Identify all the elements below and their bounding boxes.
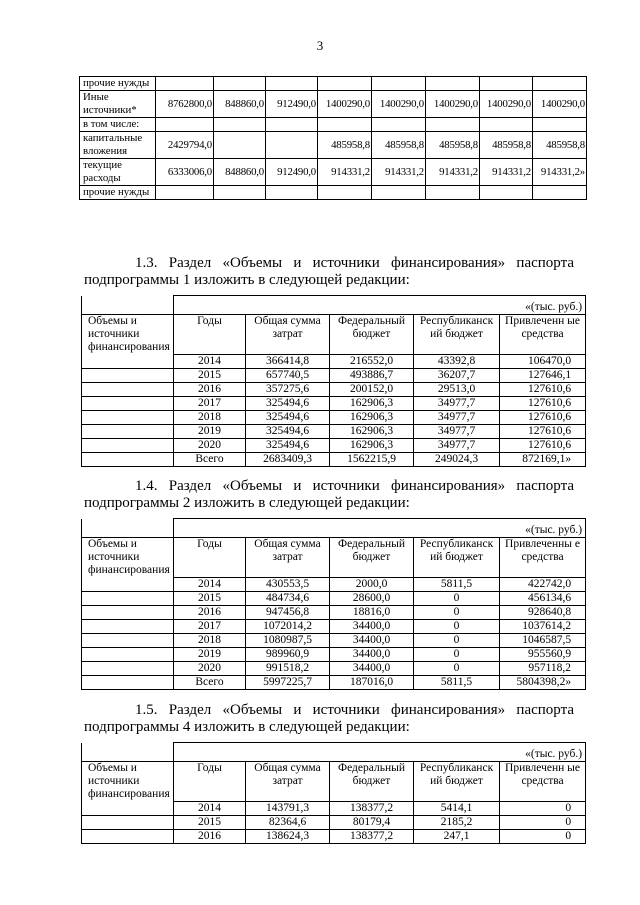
table-row <box>82 605 586 619</box>
section-1-4-line1: 1.4. Раздел «Объемы и источники финансирования» паспорта <box>135 478 574 494</box>
table-row <box>82 424 586 438</box>
year-cell: 2020 <box>174 661 246 675</box>
column-header: Республиканск ий бюджет <box>414 538 500 578</box>
header-row <box>82 762 586 802</box>
blank-cell <box>82 519 174 538</box>
value-cell: 848860,0 <box>214 159 266 186</box>
column-header: Республиканск ий бюджет <box>414 762 500 802</box>
value-cell: 200152,0 <box>330 382 414 396</box>
year-cell: 2015 <box>174 591 246 605</box>
value-cell: 325494,6 <box>246 410 330 424</box>
value-cell: 0 <box>414 647 500 661</box>
blank-cell <box>82 675 174 689</box>
value-cell: 127610,6 <box>500 424 586 438</box>
value-cell: 1400290,0 <box>480 91 533 118</box>
value-cell: 325494,6 <box>246 438 330 452</box>
section-1-5-line2: подпрограммы 4 изложить в следующей редакции: <box>84 719 410 735</box>
value-cell: 127646,1 <box>500 368 586 382</box>
section-1-4-table <box>81 518 586 690</box>
value-cell: 485958,8 <box>533 132 587 159</box>
value-cell <box>156 118 214 132</box>
value-cell: 106470,0 <box>500 354 586 368</box>
top-table-row <box>80 186 587 200</box>
top-table-row <box>80 77 587 91</box>
year-cell: 2017 <box>174 619 246 633</box>
table-row <box>82 591 586 605</box>
value-cell: 955560,9 <box>500 647 586 661</box>
header-row <box>82 315 586 355</box>
value-cell <box>266 118 318 132</box>
value-cell: 485958,8 <box>372 132 426 159</box>
value-cell: 34400,0 <box>330 647 414 661</box>
value-cell: 82364,6 <box>246 815 330 829</box>
value-cell <box>214 118 266 132</box>
year-cell: 2020 <box>174 438 246 452</box>
financing-label: Объемы и источники финансирования <box>82 315 174 355</box>
row-label: прочие нужды <box>80 186 156 200</box>
table-row <box>82 396 586 410</box>
table-row <box>82 619 586 633</box>
value-cell: 914331,2» <box>533 159 587 186</box>
section-1-5-text <box>84 702 574 736</box>
table-row <box>82 368 586 382</box>
value-cell: 162906,3 <box>330 438 414 452</box>
value-cell <box>372 77 426 91</box>
blank-cell <box>82 410 174 424</box>
value-cell: 991518,2 <box>246 661 330 675</box>
value-cell: 0 <box>414 619 500 633</box>
value-cell <box>533 77 587 91</box>
value-cell: 366414,8 <box>246 354 330 368</box>
financing-label: Объемы и источники финансирования <box>82 538 174 578</box>
section-1-3-line1: 1.3. Раздел «Объемы и источники финансирования» паспорта <box>135 255 574 271</box>
blank-cell <box>82 647 174 661</box>
year-cell: 2016 <box>174 829 246 843</box>
value-cell: 0 <box>500 829 586 843</box>
section-1-3-text <box>84 255 574 289</box>
table-row <box>82 675 586 689</box>
column-header: Федеральный бюджет <box>330 538 414 578</box>
value-cell <box>266 77 318 91</box>
value-cell: 957118,2 <box>500 661 586 675</box>
unit-row <box>82 296 586 315</box>
value-cell: 18816,0 <box>330 605 414 619</box>
column-header: Республиканск ий бюджет <box>414 315 500 355</box>
value-cell <box>318 77 372 91</box>
year-cell: 2017 <box>174 396 246 410</box>
value-cell: 138377,2 <box>330 801 414 815</box>
blank-cell <box>82 815 174 829</box>
value-cell <box>426 77 480 91</box>
value-cell <box>156 77 214 91</box>
value-cell: 2429794,0 <box>156 132 214 159</box>
financing-label: Объемы и источники финансирования <box>82 762 174 802</box>
value-cell <box>533 118 587 132</box>
table-row <box>82 410 586 424</box>
value-cell: 80179,4 <box>330 815 414 829</box>
value-cell <box>372 118 426 132</box>
value-cell: 5804398,2» <box>500 675 586 689</box>
value-cell: 1080987,5 <box>246 633 330 647</box>
value-cell: 1037614,2 <box>500 619 586 633</box>
value-cell: 1400290,0 <box>318 91 372 118</box>
value-cell: 493886,7 <box>330 368 414 382</box>
blank-cell <box>82 438 174 452</box>
year-cell: Всего <box>174 452 246 466</box>
value-cell: 657740,5 <box>246 368 330 382</box>
year-cell: 2015 <box>174 815 246 829</box>
value-cell: 947456,8 <box>246 605 330 619</box>
value-cell: 34977,7 <box>414 438 500 452</box>
section-1-5-table <box>81 742 586 844</box>
value-cell: 162906,3 <box>330 410 414 424</box>
table-row <box>82 382 586 396</box>
value-cell: 1400290,0 <box>533 91 587 118</box>
year-cell: 2014 <box>174 801 246 815</box>
top-table-row <box>80 132 587 159</box>
column-header: Федеральный бюджет <box>330 762 414 802</box>
value-cell <box>318 118 372 132</box>
blank-cell <box>82 743 174 762</box>
column-header: Годы <box>174 762 246 802</box>
top-funding-table <box>79 76 587 200</box>
value-cell: 430553,5 <box>246 577 330 591</box>
unit-label: «(тыс. руб.) <box>174 519 586 538</box>
table-row <box>82 815 586 829</box>
table-row <box>82 633 586 647</box>
year-cell: 2016 <box>174 605 246 619</box>
value-cell: 34977,7 <box>414 424 500 438</box>
value-cell: 325494,6 <box>246 424 330 438</box>
column-header: Общая сумма затрат <box>246 538 330 578</box>
row-label: в том числе: <box>80 118 156 132</box>
value-cell: 34977,7 <box>414 396 500 410</box>
table-row <box>82 452 586 466</box>
table-row <box>82 661 586 675</box>
value-cell: 914331,2 <box>480 159 533 186</box>
year-cell: 2016 <box>174 382 246 396</box>
year-cell: 2018 <box>174 410 246 424</box>
value-cell: 162906,3 <box>330 396 414 410</box>
value-cell: 216552,0 <box>330 354 414 368</box>
value-cell: 34400,0 <box>330 661 414 675</box>
value-cell: 357275,6 <box>246 382 330 396</box>
row-label: текущие расходы <box>80 159 156 186</box>
value-cell <box>266 186 318 200</box>
unit-row <box>82 519 586 538</box>
blank-cell <box>82 424 174 438</box>
unit-label: «(тыс. руб.) <box>174 296 586 315</box>
header-row <box>82 538 586 578</box>
value-cell: 989960,9 <box>246 647 330 661</box>
value-cell <box>426 186 480 200</box>
value-cell: 485958,8 <box>318 132 372 159</box>
value-cell: 43392,8 <box>414 354 500 368</box>
value-cell: 138624,3 <box>246 829 330 843</box>
value-cell: 2185,2 <box>414 815 500 829</box>
value-cell: 872169,1» <box>500 452 586 466</box>
blank-cell <box>82 382 174 396</box>
value-cell: 484734,6 <box>246 591 330 605</box>
blank-cell <box>82 452 174 466</box>
value-cell <box>533 186 587 200</box>
column-header: Общая сумма затрат <box>246 762 330 802</box>
blank-cell <box>82 354 174 368</box>
value-cell: 914331,2 <box>372 159 426 186</box>
row-label: Иные источники* <box>80 91 156 118</box>
value-cell: 912490,0 <box>266 91 318 118</box>
value-cell: 127610,6 <box>500 410 586 424</box>
blank-cell <box>82 633 174 647</box>
value-cell: 28600,0 <box>330 591 414 605</box>
blank-cell <box>82 591 174 605</box>
value-cell: 143791,3 <box>246 801 330 815</box>
unit-row <box>82 743 586 762</box>
value-cell: 5997225,7 <box>246 675 330 689</box>
year-cell: 2019 <box>174 424 246 438</box>
value-cell: 0 <box>414 633 500 647</box>
value-cell: 1046587,5 <box>500 633 586 647</box>
value-cell: 5811,5 <box>414 577 500 591</box>
value-cell: 138377,2 <box>330 829 414 843</box>
table-row <box>82 801 586 815</box>
section-1-5-line1: 1.5. Раздел «Объемы и источники финансирования» паспорта <box>135 702 574 718</box>
blank-cell <box>82 619 174 633</box>
value-cell: 127610,6 <box>500 438 586 452</box>
value-cell: 1562215,9 <box>330 452 414 466</box>
blank-cell <box>82 396 174 410</box>
value-cell <box>480 118 533 132</box>
value-cell <box>266 132 318 159</box>
blank-cell <box>82 801 174 815</box>
year-cell: 2019 <box>174 647 246 661</box>
value-cell: 422742,0 <box>500 577 586 591</box>
value-cell: 5811,5 <box>414 675 500 689</box>
value-cell <box>480 77 533 91</box>
blank-cell <box>82 661 174 675</box>
value-cell: 36207,7 <box>414 368 500 382</box>
value-cell: 1400290,0 <box>426 91 480 118</box>
year-cell: 2014 <box>174 354 246 368</box>
column-header: Привлеченн ые средства <box>500 762 586 802</box>
value-cell: 8762800,0 <box>156 91 214 118</box>
value-cell <box>426 118 480 132</box>
blank-cell <box>82 296 174 315</box>
value-cell <box>214 186 266 200</box>
value-cell: 247,1 <box>414 829 500 843</box>
blank-cell <box>82 829 174 843</box>
value-cell <box>214 132 266 159</box>
value-cell: 0 <box>414 661 500 675</box>
value-cell <box>372 186 426 200</box>
value-cell: 29513,0 <box>414 382 500 396</box>
column-header: Годы <box>174 538 246 578</box>
value-cell: 1072014,2 <box>246 619 330 633</box>
value-cell: 162906,3 <box>330 424 414 438</box>
unit-label: «(тыс. руб.) <box>174 743 586 762</box>
value-cell: 34977,7 <box>414 410 500 424</box>
table-row <box>82 577 586 591</box>
value-cell: 249024,3 <box>414 452 500 466</box>
section-1-4-line2: подпрограммы 2 изложить в следующей редакции: <box>84 495 410 511</box>
page-number: 3 <box>316 38 324 53</box>
value-cell: 5414,1 <box>414 801 500 815</box>
value-cell: 6333006,0 <box>156 159 214 186</box>
row-label: прочие нужды <box>80 77 156 91</box>
blank-cell <box>82 577 174 591</box>
year-cell: 2018 <box>174 633 246 647</box>
value-cell: 0 <box>500 815 586 829</box>
top-table-row <box>80 91 587 118</box>
year-cell: 2015 <box>174 368 246 382</box>
value-cell: 325494,6 <box>246 396 330 410</box>
column-header: Годы <box>174 315 246 355</box>
value-cell: 0 <box>414 591 500 605</box>
value-cell: 34400,0 <box>330 619 414 633</box>
section-1-3-line2: подпрограммы 1 изложить в следующей редакции: <box>84 272 410 288</box>
value-cell: 2683409,3 <box>246 452 330 466</box>
year-cell: Всего <box>174 675 246 689</box>
blank-cell <box>82 368 174 382</box>
value-cell: 0 <box>500 801 586 815</box>
table-row <box>82 647 586 661</box>
value-cell: 914331,2 <box>318 159 372 186</box>
column-header: Федеральный бюджет <box>330 315 414 355</box>
section-1-3-table <box>81 295 586 467</box>
column-header: Привлеченны е средства <box>500 538 586 578</box>
value-cell: 1400290,0 <box>372 91 426 118</box>
value-cell <box>318 186 372 200</box>
value-cell: 848860,0 <box>214 91 266 118</box>
blank-cell <box>82 605 174 619</box>
row-label: капитальные вложения <box>80 132 156 159</box>
value-cell: 127610,6 <box>500 382 586 396</box>
value-cell: 187016,0 <box>330 675 414 689</box>
value-cell: 914331,2 <box>426 159 480 186</box>
top-table-row <box>80 118 587 132</box>
column-header: Привлеченн ые средства <box>500 315 586 355</box>
value-cell: 127610,6 <box>500 396 586 410</box>
value-cell: 485958,8 <box>480 132 533 159</box>
value-cell: 34400,0 <box>330 633 414 647</box>
column-header: Общая сумма затрат <box>246 315 330 355</box>
value-cell: 928640,8 <box>500 605 586 619</box>
section-1-4-text <box>84 478 574 512</box>
value-cell <box>156 186 214 200</box>
value-cell: 456134,6 <box>500 591 586 605</box>
value-cell: 912490,0 <box>266 159 318 186</box>
table-row <box>82 829 586 843</box>
value-cell: 0 <box>414 605 500 619</box>
value-cell <box>480 186 533 200</box>
value-cell: 485958,8 <box>426 132 480 159</box>
value-cell: 2000,0 <box>330 577 414 591</box>
value-cell <box>214 77 266 91</box>
top-table-row <box>80 159 587 186</box>
table-row <box>82 438 586 452</box>
table-row <box>82 354 586 368</box>
year-cell: 2014 <box>174 577 246 591</box>
